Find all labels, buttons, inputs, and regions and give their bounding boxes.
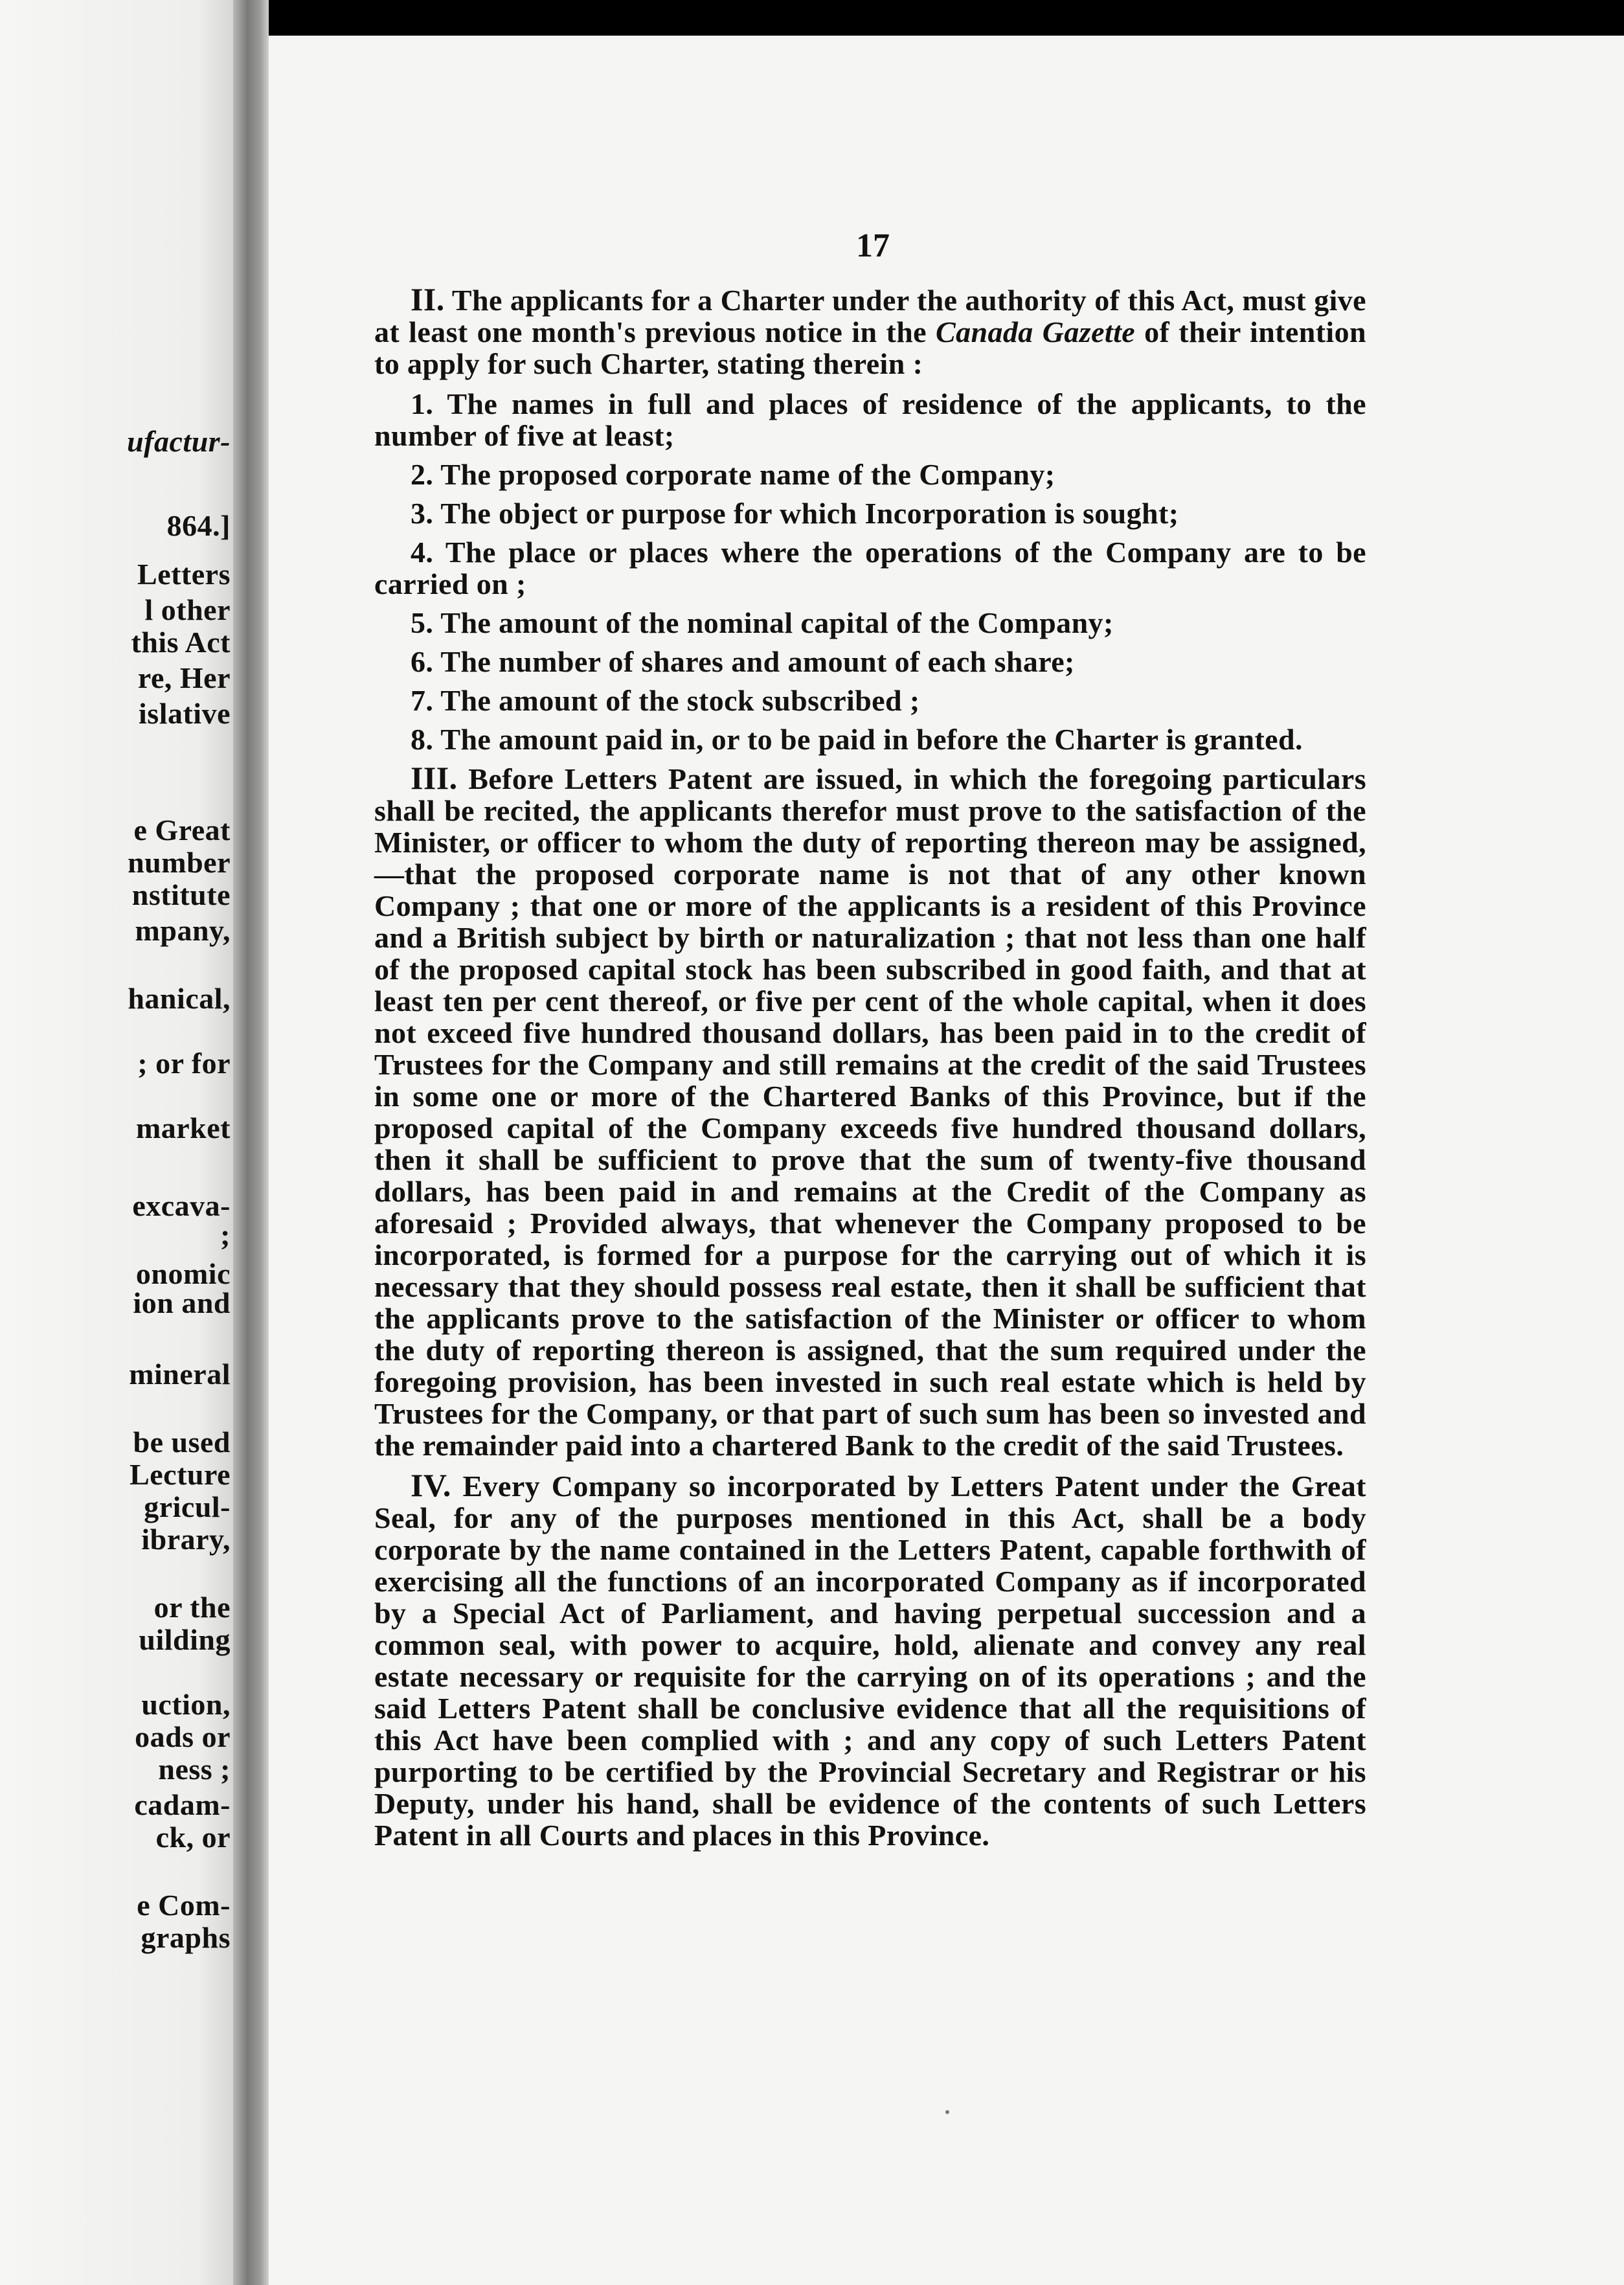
left-page-line: mpany, (135, 914, 231, 947)
list-item: 6. The number of shares and amount of each share; (411, 645, 1075, 678)
section-ii (374, 281, 1366, 380)
book-gutter (233, 0, 269, 2285)
left-page-line: cadam- (134, 1788, 231, 1821)
left-page-line: number (128, 846, 231, 879)
section-number: IV. (411, 1467, 451, 1503)
left-page-line: 864.] (166, 509, 231, 542)
list-item: 2. The proposed corporate name of the Company; (411, 458, 1055, 491)
section-text: Before Letters Patent are issued, in which the foregoing particulars shall be recited, the applicants therefor must prove to the satisfaction of the Minister, or officer to whom the duty of reporting thereon may be assigned,—that the proposed corporate name is not that of any other known Company ; that one or more of the applicants is a resident of this Province and a British subject by birth or naturalization ; that not less than one half of the proposed capital stock has been subscribed in good faith, and that at least ten per cent thereof, or five per cent of the whole capital, when it does not exceed five hundred thousand dollars, has been paid in to the credit of Trustees for the Company and still remains at the credit of the said Trustees in some one or more of the Chartered Banks of this Province, but if the proposed capital of the Company exceeds five hundred thousand dollars, then it shall be sufficient to prove that the sum of twenty-five thousand dollars, has been paid in and remains at the Credit of the Company as aforesaid ; Provided always, that whenever the Company proposed to be incorporated, is formed for a purpose for the carrying out of which it is necessary that they should possess real estate, then it shall be sufficient that the applicants prove to the satisfaction of the Minister or officer to whom the duty of reporting thereon is assigned, that the sum required under the foregoing provision, has been invested in such real estate which is held by Trustees for the Company, or that part of such sum has been so invested and the remainder paid into a chartered Bank to the credit of the said Trustees. (374, 762, 1366, 1462)
left-page-line: ion and (133, 1286, 231, 1319)
left-page-line: or the (153, 1591, 231, 1624)
left-page-line: Letters (137, 558, 231, 591)
section-iv (374, 1467, 1366, 1852)
left-page-line: ck, or (155, 1821, 231, 1854)
left-page-line: gricul- (144, 1490, 231, 1523)
section-text: Every Company so incorporated by Letters Patent under the Great Seal, for any of the purposes mentioned in this Act, shall be a body corporate by the name contained in the Letters Patent, capable forthwith of exercising all the functions of an incorporated Company as if incorporated by a Special Act of Parliament, and having perpetual succession and a common seal, with power to acquire, hold, alienate and convey any real estate necessary or requisite for the carrying on of its operations ; and the said Letters Patent shall be conclusive evidence that all the requisitions of this Act have been complied with ; and any copy of such Letters Patent purporting to be certified by the Provincial Secretary and Registrar or his Deputy, under his hand, shall be evidence of the contents of such Letters Patent in all Courts and places in this Province. (374, 1470, 1366, 1852)
left-page-line: be used (133, 1426, 231, 1459)
left-page-line: oads or (135, 1720, 231, 1753)
list-item: 5. The amount of the nominal capital of the Company; (411, 606, 1114, 639)
gazette-name: Canada Gazette (936, 315, 1136, 348)
left-page-line: onomic (135, 1257, 231, 1290)
section-text-end: of their intention to apply for such Charter, stating therein : (374, 315, 1366, 380)
left-page-line: ; or for (137, 1047, 231, 1080)
list-item: 8. The amount paid in, or to be paid in before the Charter is granted. (411, 723, 1303, 756)
left-page-line: e Com- (137, 1889, 231, 1922)
left-page-line: ; (220, 1218, 231, 1251)
left-page-line: uilding (139, 1623, 231, 1656)
list-item: 1. The names in full and places of residence of the applicants, to the number of five at least; (374, 387, 1366, 452)
left-page-line: ness ; (158, 1753, 231, 1786)
left-page-line: excava- (132, 1189, 231, 1222)
left-page-line: this Act (131, 626, 231, 659)
section-iii (374, 762, 1366, 1461)
section-text: The applicants for a Charter under the authority of this Act, must give at least one month's previous notice in the (374, 284, 1366, 348)
body-text (374, 281, 1366, 1859)
left-page-line: l other (144, 593, 231, 626)
left-page-line: e Great (133, 813, 231, 847)
section-number: II. (411, 281, 445, 317)
left-page-line: islative (139, 697, 231, 730)
left-page-line: hanical, (128, 982, 231, 1015)
left-page-line: nstitute (131, 878, 231, 911)
left-page-line: mineral (129, 1358, 231, 1391)
page-top-edge (269, 0, 1624, 36)
page-number: 17 (856, 227, 890, 264)
left-facing-page (0, 0, 233, 2285)
section-number: III. (411, 760, 458, 796)
left-page-line: Lecture (130, 1458, 231, 1491)
left-page-line: ufactur- (127, 425, 231, 458)
left-page-line: ibrary, (141, 1523, 231, 1556)
left-page-line: uction, (141, 1688, 231, 1721)
list-item: 7. The amount of the stock subscribed ; (411, 684, 920, 717)
left-page-line: market (135, 1111, 231, 1144)
list-item: 4. The place or places where the operations of the Company are to be carried on ; (374, 536, 1366, 600)
ink-speck (945, 2110, 949, 2114)
list-item: 3. The object or purpose for which Incorporation is sought; (411, 497, 1179, 530)
left-page-line: graphs (141, 1921, 231, 1954)
left-page-line: re, Her (137, 661, 231, 694)
